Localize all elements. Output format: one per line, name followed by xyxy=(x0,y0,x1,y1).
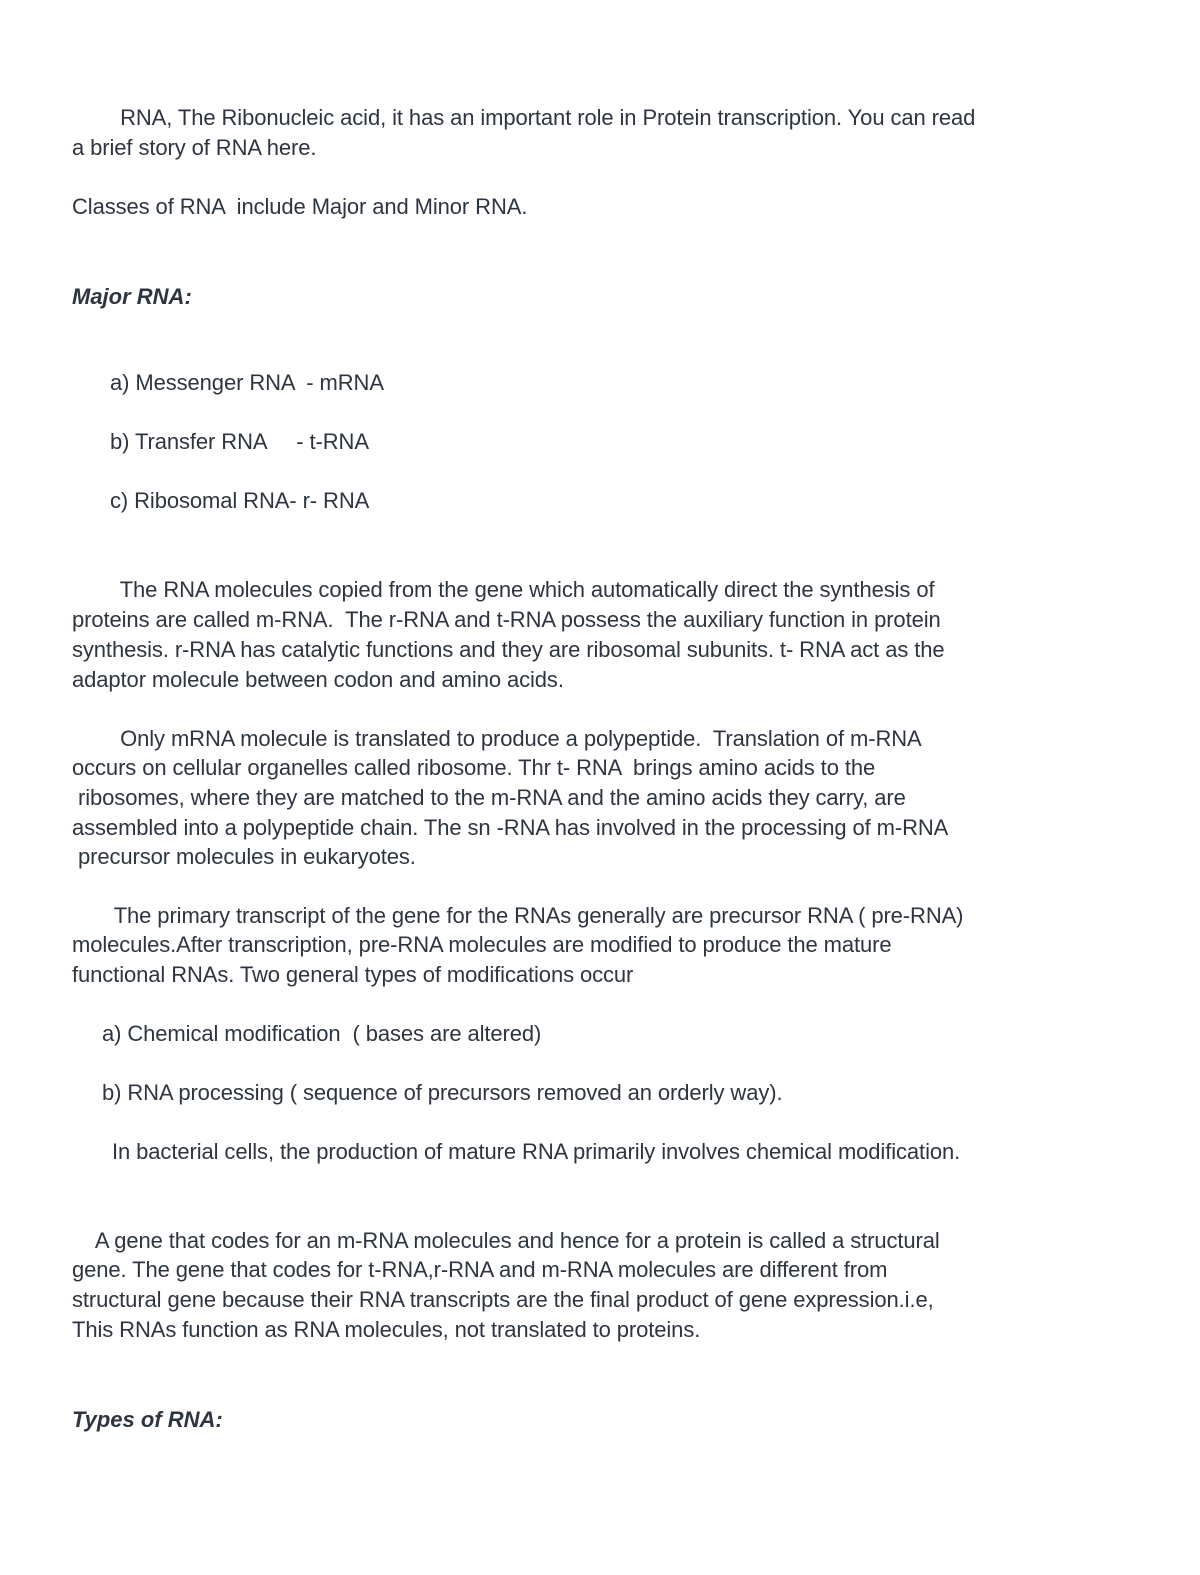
para3-line-1: The primary transcript of the gene for the RNAs generally are precursor RNA ( pre-RNA) xyxy=(72,903,964,928)
para2-line-4: assembled into a polypeptide chain. The sn -RNA has involved in the processing of m-RNA xyxy=(72,815,949,840)
para2-line-5: precursor molecules in eukaryotes. xyxy=(72,844,416,869)
para4-line-1: A gene that codes for an m-RNA molecules and hence for a protein is called a structural xyxy=(72,1228,940,1253)
types-rna-heading: Types of RNA: xyxy=(72,1407,223,1432)
classes-text: Classes of RNA include Major and Minor RNA. xyxy=(72,194,528,219)
major-rna-heading: Major RNA: xyxy=(72,284,192,309)
para1-line-3: synthesis. r-RNA has catalytic functions and they are ribosomal subunits. t- RNA act as the xyxy=(72,637,945,662)
para1-line-2: proteins are called m-RNA. The r-RNA and t-RNA possess the auxiliary function in protein xyxy=(72,607,941,632)
major-list-item-a: a) Messenger RNA - mRNA xyxy=(110,370,384,395)
para2-line-1: Only mRNA molecule is translated to produce a polypeptide. Translation of m-RNA xyxy=(72,726,922,751)
mod-list-item-a: a) Chemical modification ( bases are altered) xyxy=(102,1021,542,1046)
major-list-item-c: c) Ribosomal RNA- r- RNA xyxy=(110,488,370,513)
para3-line-2: molecules.After transcription, pre-RNA molecules are modified to produce the mature xyxy=(72,932,892,957)
mod-list-item-b: b) RNA processing ( sequence of precursors removed an orderly way). xyxy=(102,1080,783,1105)
para3-line-3: functional RNAs. Two general types of modifications occur xyxy=(72,962,634,987)
para1-line-4: adaptor molecule between codon and amino acids. xyxy=(72,667,564,692)
bacterial-text: In bacterial cells, the production of mature RNA primarily involves chemical modification. xyxy=(112,1139,961,1164)
para4-line-4: This RNAs function as RNA molecules, not translated to proteins. xyxy=(72,1317,701,1342)
intro-line-2: a brief story of RNA here. xyxy=(72,135,317,160)
para4-line-3: structural gene because their RNA transcripts are the final product of gene expression.i.e, xyxy=(72,1287,934,1312)
para2-line-3: ribosomes, where they are matched to the m-RNA and the amino acids they carry, are xyxy=(72,785,906,810)
intro-line-1: RNA, The Ribonucleic acid, it has an important role in Protein transcription. You can read xyxy=(72,105,976,130)
para2-line-2: occurs on cellular organelles called ribosome. Thr t- RNA brings amino acids to the xyxy=(72,755,876,780)
major-list-item-b: b) Transfer RNA - t-RNA xyxy=(110,429,369,454)
para4-line-2: gene. The gene that codes for t-RNA,r-RNA and m-RNA molecules are different from xyxy=(72,1257,888,1282)
para1-line-1: The RNA molecules copied from the gene which automatically direct the synthesis of xyxy=(72,577,935,602)
